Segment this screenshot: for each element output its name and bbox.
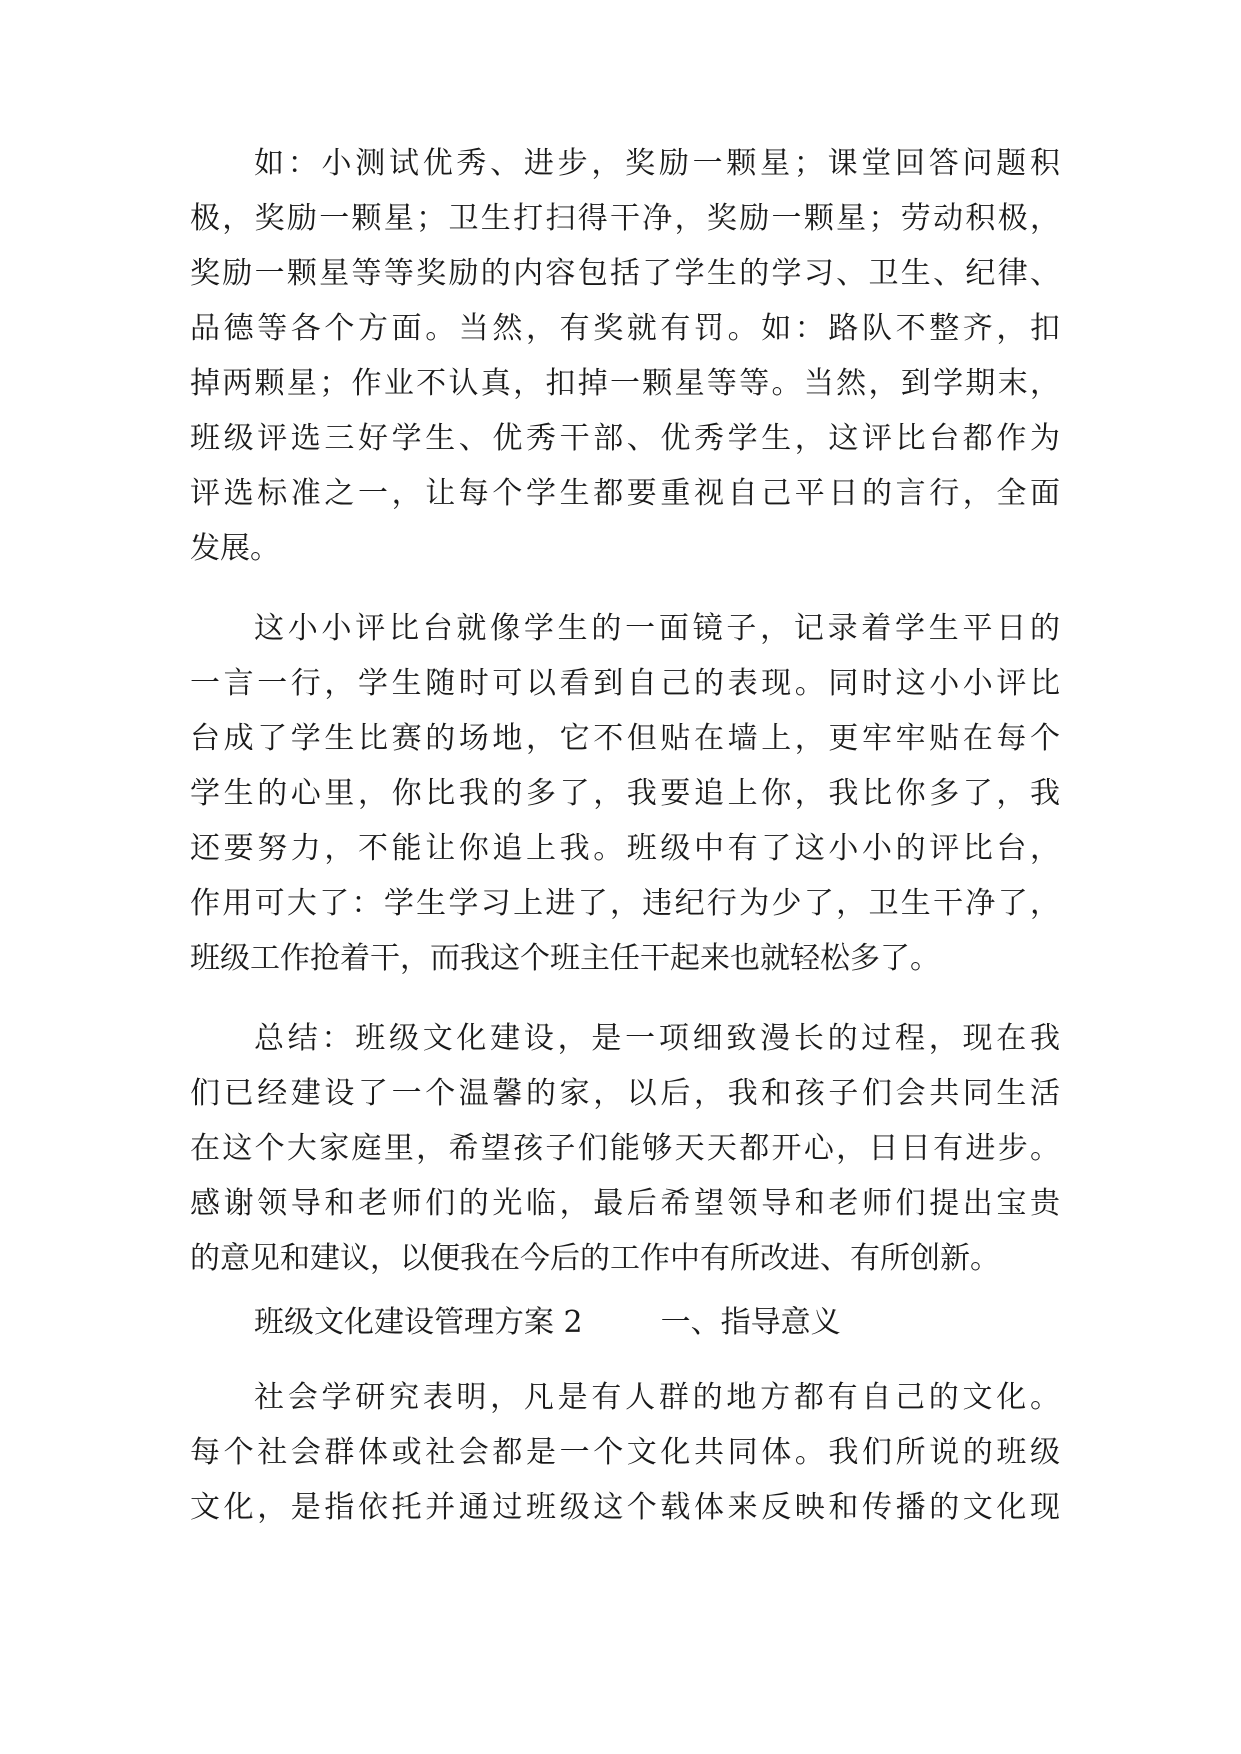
- closing-paragraph-line-1: 社会学研究表明，凡是有人群的地方都有自己的文化。: [254, 1380, 1060, 1415]
- closing-paragraph-line-3: 文化，是指依托并通过班级这个载体来反映和传播的文化现: [190, 1490, 1060, 1525]
- paragraph-2-line-7: 班级工作抢着干，而我这个班主任干起来也就轻松多了。: [190, 941, 940, 976]
- paragraph-3-line-4: 感谢领导和老师们的光临，最后希望领导和老师们提出宝贵: [190, 1186, 1060, 1221]
- paragraph-1-line-7: 评选标准之一，让每个学生都要重视自己平日的言行，全面: [190, 476, 1060, 511]
- paragraph-2-line-6: 作用可大了：学生学习上进了，违纪行为少了，卫生干净了，: [190, 886, 1060, 921]
- section-heading: [254, 1293, 841, 1353]
- paragraph-3-line-3: 在这个大家庭里，希望孩子们能够天天都开心，日日有进步。: [190, 1131, 1060, 1166]
- paragraph-1-line-3: 奖励一颗星等等奖励的内容包括了学生的学习、卫生、纪律、: [190, 256, 1060, 291]
- paragraph-1-line-4: 品德等各个方面。当然，有奖就有罚。如：路队不整齐，扣: [190, 311, 1060, 346]
- paragraph-2-line-1: 这小小评比台就像学生的一面镜子，记录着学生平日的: [254, 611, 1060, 646]
- paragraph-1-line-8: 发展。: [190, 531, 280, 566]
- paragraph-1-line-5: 掉两颗星；作业不认真，扣掉一颗星等等。当然，到学期末，: [190, 366, 1060, 401]
- paragraph-3-line-5: 的意见和建议，以便我在今后的工作中有所改进、有所创新。: [190, 1241, 1000, 1276]
- paragraph-2-line-3: 台成了学生比赛的场地，它不但贴在墙上，更牢牢贴在每个: [190, 721, 1060, 756]
- paragraph-1-line-2: 极，奖励一颗星；卫生打扫得干净，奖励一颗星；劳动积极，: [190, 201, 1060, 236]
- closing-paragraph-line-2: 每个社会群体或社会都是一个文化共同体。我们所说的班级: [190, 1435, 1060, 1470]
- paragraph-1-line-1: 如：小测试优秀、进步，奖励一颗星；课堂回答问题积: [254, 146, 1060, 181]
- paragraph-3-line-2: 们已经建设了一个温馨的家，以后，我和孩子们会共同生活: [190, 1076, 1060, 1111]
- paragraph-2-line-5: 还要努力，不能让你追上我。班级中有了这小小的评比台，: [190, 831, 1060, 866]
- paragraph-1-line-6: 班级评选三好学生、优秀干部、优秀学生，这评比台都作为: [190, 421, 1060, 456]
- paragraph-2-line-2: 一言一行，学生随时可以看到自己的表现。同时这小小评比: [190, 666, 1060, 701]
- document-title: 班级文化建设管理方案 2: [254, 1305, 583, 1340]
- section-title: 一、指导意义: [660, 1305, 841, 1340]
- paragraph-3-line-1: 总结：班级文化建设，是一项细致漫长的过程，现在我: [254, 1021, 1060, 1056]
- paragraph-2-line-4: 学生的心里，你比我的多了，我要追上你，我比你多了，我: [190, 776, 1060, 811]
